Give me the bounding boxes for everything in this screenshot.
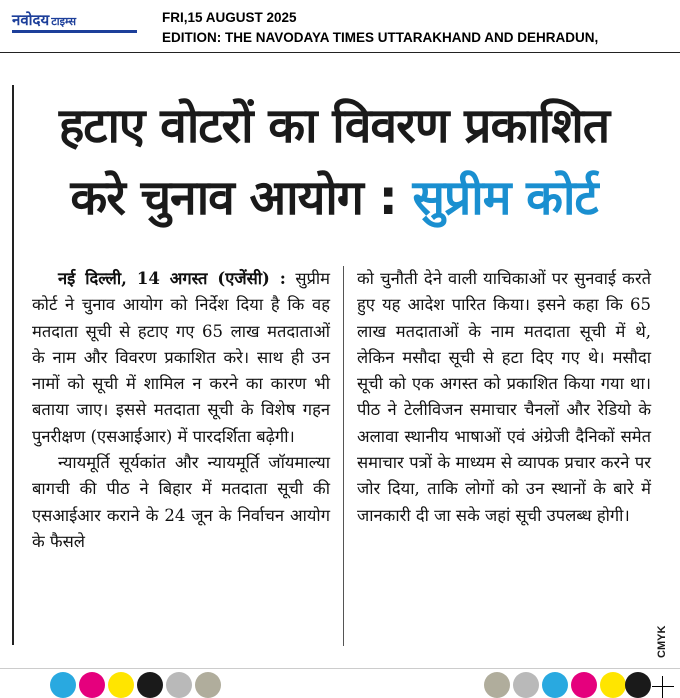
- column-divider: [343, 266, 344, 646]
- color-swatch: [513, 672, 539, 698]
- headline-line-2-main: करे चुनाव आयोग :: [70, 170, 413, 226]
- article-column-left: [32, 266, 330, 555]
- article-paragraph-continued: को चुनौती देने वाली याचिकाओं पर सुनवाई करते हुए यह आदेश पारित किया। इसने कहा कि 65 लाख मतदाताओं के नाम मतदाता सूची में थे, लेकिन मसौदा सूची से हटा दिए गए थे। मसौदा सूची को एक अगस्त को प्रकाशित किया गया था। पीठ ने टेलीविजन समाचार चैनलों और रेडियो के अलावा स्थानीय भाषाओं एवं अंग्रेजी दैनिकों समेत समाचार पत्रों के माध्यम से व्यापक प्रचार करने पर जोर दिया, ताकि लोगों को उन स्थानों के बारे में जानकारी दी जा सके जहां सूची उपलब्ध होगी।: [357, 269, 651, 525]
- color-swatch: [50, 672, 76, 698]
- header-divider: [0, 52, 680, 53]
- article-headline: [14, 90, 654, 234]
- article-paragraph-1: [32, 266, 330, 450]
- bottom-trim-line: [0, 668, 680, 669]
- newspaper-logo: [12, 10, 76, 30]
- paragraph-1-text: सुप्रीम कोर्ट ने चुनाव आयोग को निर्देश दिया है कि वह मतदाता सूची से हटाए गए 65 लाख मतदाताओं के नाम और विवरण प्रकाशित करे। साथ ही उन नामों को सूची में शामिल न करने का कारण भी बताया जाए। इससे मतदाता सूची के विशेष गहन पुनरीक्षण (एसआईआर) में पारदर्शिता बढ़ेगी।: [32, 269, 330, 446]
- color-swatch: [166, 672, 192, 698]
- edition-name: EDITION: THE NAVODAYA TIMES UTTARAKHAND AND DEHRADUN,: [162, 30, 599, 45]
- article-column-right: [357, 266, 651, 529]
- dateline: नई दिल्ली, 14 अगस्त (एजेंसी) :: [58, 269, 286, 288]
- color-swatch: [625, 672, 651, 698]
- color-swatch: [108, 672, 134, 698]
- issue-date: FRI,15 AUGUST 2025: [162, 10, 297, 25]
- page-header: [0, 0, 680, 52]
- color-swatch: [484, 672, 510, 698]
- article-paragraph-2: न्यायमूर्ति सूर्यकांत और न्यायमूर्ति जॉयमाल्या बागची की पीठ ने बिहार में मतदाता सूची की एसआईआर कराने के 24 जून के निर्वाचन आयोग के फैसले: [32, 453, 330, 551]
- color-swatch: [79, 672, 105, 698]
- registration-mark-icon: [652, 676, 674, 698]
- headline-line-1: हटाए वोटरों का विवरण प्रकाशित: [58, 98, 610, 154]
- color-swatch: [571, 672, 597, 698]
- color-swatch: [195, 672, 221, 698]
- logo-text: नवोदय: [12, 11, 50, 29]
- color-swatch: [542, 672, 568, 698]
- color-swatch: [600, 672, 626, 698]
- edition-info: [162, 8, 598, 48]
- logo-subtext: टाइम्स: [51, 15, 77, 28]
- logo-underline: [12, 30, 137, 33]
- headline-accent: सुप्रीम कोर्ट: [412, 170, 598, 226]
- headline-line-2: [14, 162, 654, 234]
- cmyk-label: CMYK: [656, 625, 668, 659]
- color-swatch: [137, 672, 163, 698]
